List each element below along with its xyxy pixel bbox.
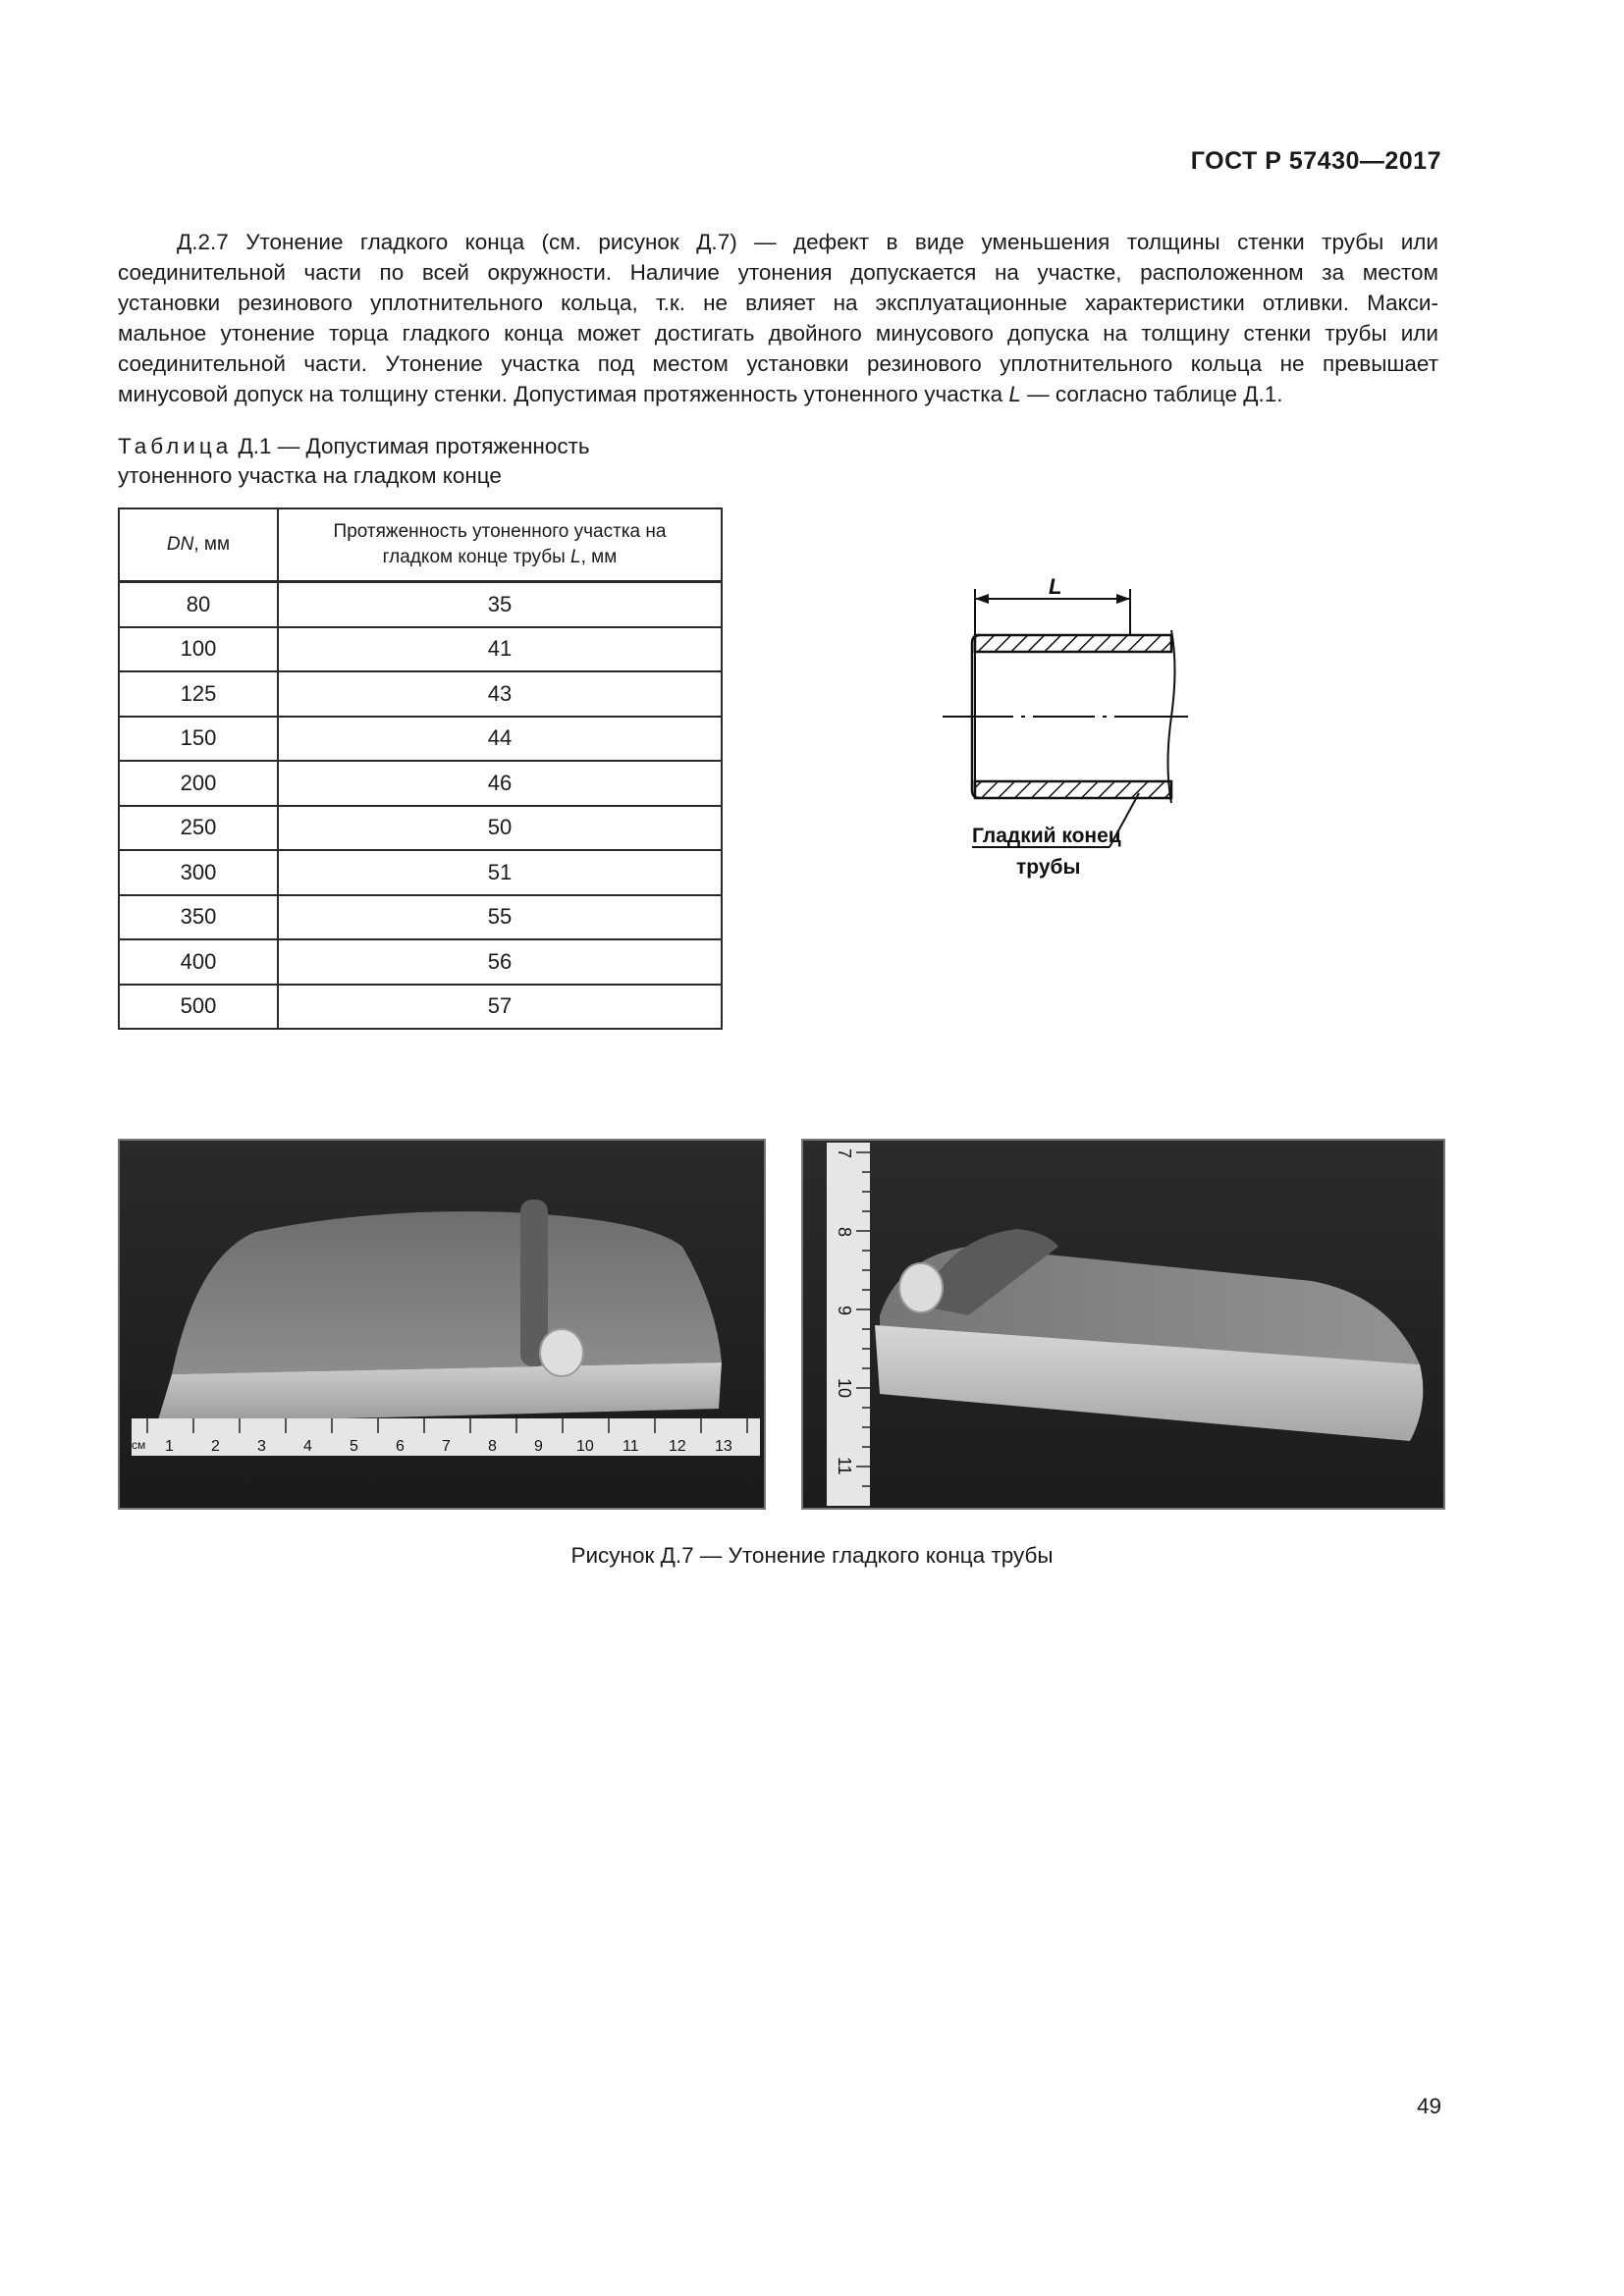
paragraph-last-line bbox=[118, 379, 1438, 409]
ruler-label: 12 bbox=[669, 1438, 686, 1455]
cell-dn: 500 bbox=[119, 985, 278, 1030]
paragraph-line: Д.2.7 Утонение гладкого конца (см. рисунок Д.7) — дефект в виде уменьшения толщины стенки трубы или bbox=[177, 230, 1438, 254]
table-caption bbox=[118, 432, 590, 491]
paragraph-line: соединительной части по всей окружности. Наличие утонения допускается на участке, расположенном за местом bbox=[118, 260, 1438, 285]
ruler-label: 6 bbox=[396, 1438, 405, 1455]
header-length-line2: гладком конце трубы bbox=[382, 547, 571, 567]
length-table bbox=[118, 507, 723, 1030]
ruler-label: 11 bbox=[623, 1438, 639, 1455]
pipe-wall-top bbox=[975, 635, 1171, 652]
table-caption-word: Таблица bbox=[118, 434, 233, 458]
photo-right bbox=[801, 1139, 1445, 1510]
header-length-var: L bbox=[570, 547, 581, 567]
pipe-wall-bottom bbox=[975, 781, 1171, 798]
sample-rib-section bbox=[899, 1263, 943, 1312]
dimension-arrow-left bbox=[975, 594, 989, 604]
table-row bbox=[119, 895, 722, 940]
sample-rib-section bbox=[540, 1329, 583, 1376]
cell-dn: 300 bbox=[119, 850, 278, 895]
table-caption-line2: утоненного участка на гладком конце bbox=[118, 463, 502, 488]
paragraph-text: минусовой допуск на толщину стенки. Допустимая протяженность утоненного участка bbox=[118, 382, 1009, 406]
cell-dn: 250 bbox=[119, 806, 278, 851]
ruler-label: 9 bbox=[534, 1438, 543, 1455]
paragraph-text: — согласно таблице Д.1. bbox=[1020, 382, 1283, 406]
ruler-label: 8 bbox=[488, 1438, 497, 1455]
table-row bbox=[119, 985, 722, 1030]
ruler-label: 3 bbox=[257, 1438, 266, 1455]
ruler-label: 4 bbox=[303, 1438, 312, 1455]
figure-caption: Рисунок Д.7 — Утонение гладкого конца трубы bbox=[570, 1543, 1054, 1568]
ruler-label: 10 bbox=[576, 1438, 594, 1455]
header-length bbox=[278, 508, 722, 582]
cell-dn: 100 bbox=[119, 627, 278, 672]
sample-top-surface bbox=[172, 1211, 722, 1374]
header-dn-unit: , мм bbox=[193, 534, 231, 555]
table-row bbox=[119, 582, 722, 627]
table-row bbox=[119, 671, 722, 717]
cell-length: 57 bbox=[278, 985, 722, 1030]
ruler-unit-label: cм bbox=[132, 1438, 146, 1452]
cell-dn: 150 bbox=[119, 717, 278, 762]
table-header-row bbox=[119, 508, 722, 582]
cell-length: 51 bbox=[278, 850, 722, 895]
ruler-label: 8 bbox=[835, 1227, 854, 1238]
table-row bbox=[119, 717, 722, 762]
cell-length: 50 bbox=[278, 806, 722, 851]
paragraph-line: соединительной части. Утонение участка под местом установки резинового уплотнительного кольца не превышает bbox=[118, 351, 1438, 376]
cell-length: 43 bbox=[278, 671, 722, 717]
table-row bbox=[119, 939, 722, 985]
table-row bbox=[119, 850, 722, 895]
section-paragraph bbox=[118, 227, 1438, 409]
header-dn bbox=[119, 508, 278, 582]
cell-dn: 400 bbox=[119, 939, 278, 985]
ruler-label: 13 bbox=[715, 1438, 732, 1455]
cell-length: 35 bbox=[278, 582, 722, 627]
document-code: ГОСТ Р 57430—2017 bbox=[1190, 147, 1441, 175]
dimension-label: L bbox=[1049, 574, 1062, 599]
cell-length: 56 bbox=[278, 939, 722, 985]
ruler-label: 5 bbox=[350, 1438, 358, 1455]
header-length-unit: , мм bbox=[580, 547, 618, 567]
header-dn-var: DN bbox=[166, 534, 194, 555]
callout-label-line2: трубы bbox=[1016, 856, 1081, 879]
page-number: 49 bbox=[1416, 2094, 1441, 2118]
photo-left bbox=[118, 1139, 766, 1510]
callout-label-line1: Гладкий конец bbox=[972, 825, 1121, 847]
ruler-label: 2 bbox=[211, 1438, 220, 1455]
ruler-label: 10 bbox=[835, 1378, 854, 1399]
ruler-label: 11 bbox=[835, 1457, 854, 1475]
ruler-strip bbox=[827, 1143, 870, 1506]
table-row bbox=[119, 627, 722, 672]
cell-length: 41 bbox=[278, 627, 722, 672]
cell-length: 55 bbox=[278, 895, 722, 940]
ruler-label: 7 bbox=[442, 1438, 451, 1455]
cell-length: 44 bbox=[278, 717, 722, 762]
cell-length: 46 bbox=[278, 761, 722, 806]
table-caption-line1 bbox=[118, 432, 590, 461]
header-length-line1: Протяженность утоненного участка на bbox=[333, 521, 667, 542]
cell-dn: 125 bbox=[119, 671, 278, 717]
cell-dn: 80 bbox=[119, 582, 278, 627]
dimension-arrow-right bbox=[1116, 594, 1130, 604]
table-row bbox=[119, 761, 722, 806]
ruler-label: 7 bbox=[835, 1148, 854, 1159]
paragraph-line: установки резинового уплотнительного кольца, т.к. не влияет на эксплуатационные характеристики отливки. Макси- bbox=[118, 291, 1438, 315]
ruler-label: 1 bbox=[165, 1438, 174, 1455]
cell-dn: 350 bbox=[119, 895, 278, 940]
cell-dn: 200 bbox=[119, 761, 278, 806]
paragraph-line: мальное утонение торца гладкого конца может достигать двойного минусового допуска на толщину стенки трубы или bbox=[118, 321, 1438, 346]
pipe-diagram bbox=[943, 569, 1237, 908]
ruler-label: 9 bbox=[835, 1306, 854, 1316]
variable-l: L bbox=[1008, 382, 1021, 406]
table-row bbox=[119, 806, 722, 851]
table-caption-text: Д.1 — Допустимая протяженность bbox=[232, 434, 590, 458]
